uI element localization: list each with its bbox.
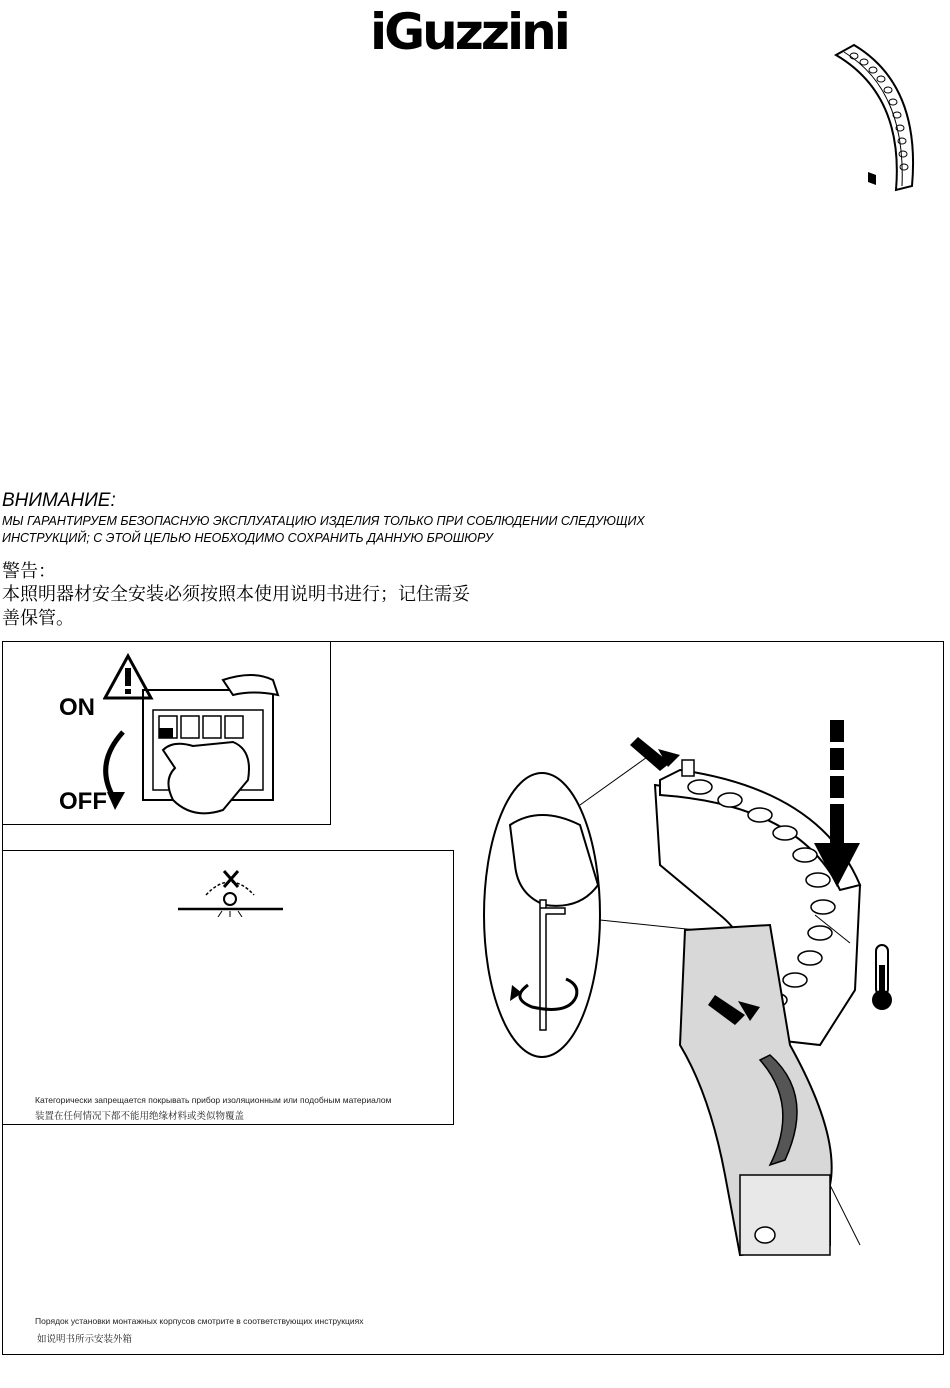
footer-note-ru: Порядок установки монтажных корпусов смотрите в соответствующих инструкциях <box>35 1316 364 1326</box>
product-thumbnail <box>826 40 926 196</box>
installation-illustration <box>470 715 940 1270</box>
off-label: OFF <box>59 788 107 815</box>
cover-note-zh: 装置在任何情况下都不能用绝缘材料或类似物覆盖 <box>35 1111 245 1122</box>
power-off-panel <box>2 641 331 825</box>
warning-triangle-icon <box>105 656 151 698</box>
switch-illustration <box>103 650 328 822</box>
footer-note-zh: 如说明书所示安装外箱 <box>37 1334 133 1345</box>
warning-zh-text: 本照明器材安全安装必须按照本使用说明书进行；记住需妥善保管。 <box>2 584 470 628</box>
warning-ru-text: МЫ ГАРАНТИРУЕМ БЕЗОПАСНУЮ ЭКСПЛУАТАЦИЮ ИЗДЕЛИЯ ТОЛЬКО ПРИ СОБЛЮДЕНИИ СЛЕДУЮЩИХ ИНСТРУКЦИЙ; С ЭТОЙ ЦЕЛЬЮ НЕОБХОДИМО СОХРАНИТЬ ДАННУЮ БРОШЮРУ <box>2 514 645 545</box>
no-cover-panel <box>2 850 454 1125</box>
warning-ru-title: ВНИМАНИЕ: <box>2 490 116 511</box>
brand-logo: iGuzzini <box>370 3 568 61</box>
cover-note-ru: Категорически запрещается покрывать прибор изоляционным или подобным материалом <box>35 1095 392 1105</box>
on-label: ON <box>59 694 95 721</box>
no-cover-icon <box>178 865 283 917</box>
warning-zh-title: 警告： <box>2 561 56 581</box>
